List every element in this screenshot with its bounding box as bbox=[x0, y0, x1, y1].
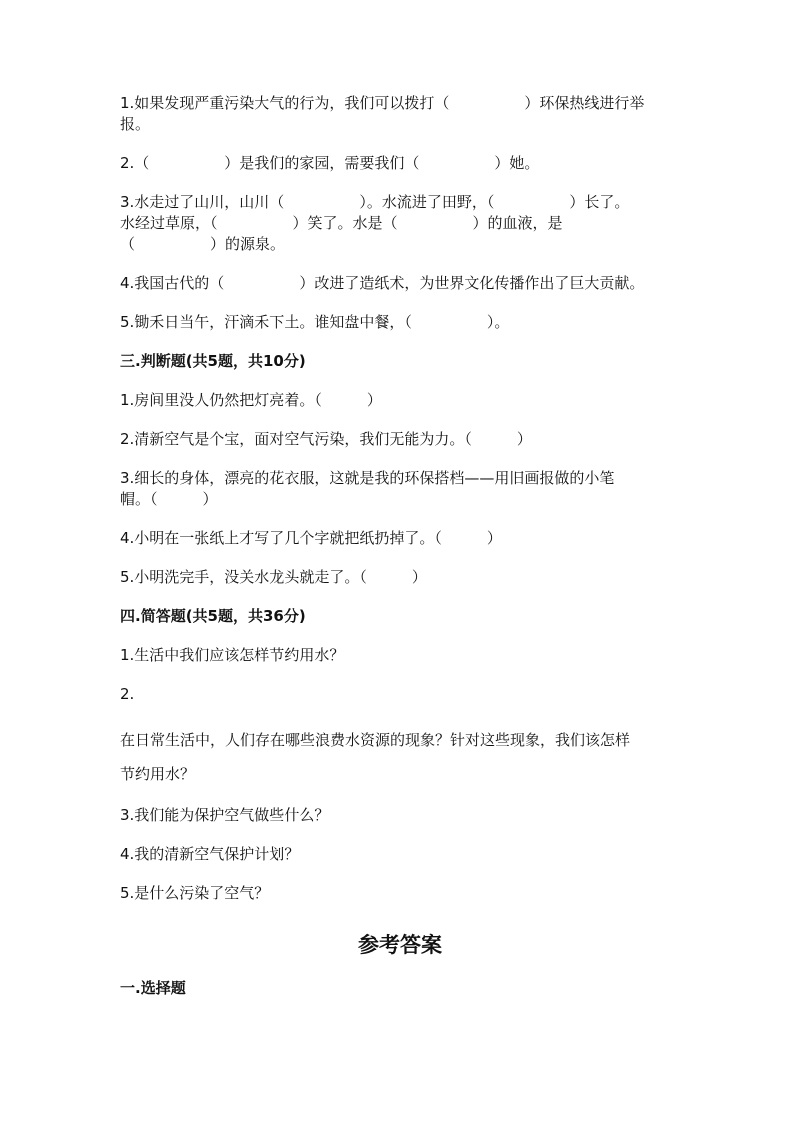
judge-question-5 bbox=[120, 567, 680, 588]
fill-q3-line1: 3.水走过了山川，山川（ ）。水流进了田野，（ ）长了。 bbox=[120, 193, 630, 211]
short-question-4 bbox=[120, 844, 680, 865]
worksheet-page bbox=[120, 93, 680, 1017]
short-q2-number: 2. bbox=[120, 685, 135, 703]
short-answer-section-heading: 四.简答题(共5题，共36分) bbox=[120, 607, 306, 625]
short-q1-text: 1.生活中我们应该怎样节约用水？ bbox=[120, 646, 345, 664]
answer-key-title: 参考答案 bbox=[358, 933, 442, 957]
fill-q5-text: 5.锄禾日当午，汗滴禾下土。谁知盘中餐，（ ）。 bbox=[120, 313, 510, 331]
judge-q3-line1: 3.细长的身体，漂亮的花衣服，这就是我的环保搭档——用旧画报做的小笔 bbox=[120, 469, 615, 487]
judge-section-heading: 三.判断题(共5题，共10分) bbox=[120, 352, 306, 370]
short-q5-text: 5.是什么污染了空气？ bbox=[120, 884, 270, 902]
short-q3-text: 3.我们能为保护空气做些什么？ bbox=[120, 806, 330, 824]
judge-q3-line2: 帽。（ ） bbox=[120, 490, 218, 508]
judge-question-3 bbox=[120, 468, 680, 510]
short-q2-line1: 在日常生活中，人们存在哪些浪费水资源的现象？针对这些现象，我们该怎样 bbox=[120, 731, 631, 749]
fill-q1-line1: 1.如果发现严重污染大气的行为，我们可以拨打（ ）环保热线进行举 bbox=[120, 94, 645, 112]
fill-question-1 bbox=[120, 93, 680, 135]
fill-q2-text: 2.（ ）是我们的家园，需要我们（ ）她。 bbox=[120, 154, 540, 172]
short-question-3 bbox=[120, 805, 680, 826]
fill-q4-text: 4.我国古代的（ ）改进了造纸术，为世界文化传播作出了巨大贡献。 bbox=[120, 274, 645, 292]
short-question-2 bbox=[120, 723, 680, 791]
fill-question-3 bbox=[120, 192, 680, 255]
judge-q1-text: 1.房间里没人仍然把灯亮着。（ ） bbox=[120, 391, 382, 409]
fill-question-2 bbox=[120, 153, 680, 174]
fill-q3-line2: 水经过草原，（ ）笑了。水是（ ）的血液，是 bbox=[120, 214, 563, 232]
short-question-2-number bbox=[120, 684, 680, 705]
judge-question-2 bbox=[120, 429, 680, 450]
fill-q1-line2: 报。 bbox=[120, 115, 151, 133]
short-question-5 bbox=[120, 883, 680, 904]
short-q4-text: 4.我的清新空气保护计划？ bbox=[120, 845, 300, 863]
fill-q3-line3: （ ）的源泉。 bbox=[120, 235, 286, 253]
fill-question-4 bbox=[120, 273, 680, 294]
judge-question-1 bbox=[120, 390, 680, 411]
short-q2-line2: 节约用水？ bbox=[120, 765, 196, 783]
judge-question-4 bbox=[120, 528, 680, 549]
answer-section-1-heading: 一.选择题 bbox=[120, 979, 186, 997]
short-question-1 bbox=[120, 645, 680, 666]
judge-q4-text: 4.小明在一张纸上才写了几个字就把纸扔掉了。（ ） bbox=[120, 529, 502, 547]
judge-q2-text: 2.清新空气是个宝，面对空气污染，我们无能为力。（ ） bbox=[120, 430, 532, 448]
fill-question-5 bbox=[120, 312, 680, 333]
judge-q5-text: 5.小明洗完手，没关水龙头就走了。（ ） bbox=[120, 568, 427, 586]
